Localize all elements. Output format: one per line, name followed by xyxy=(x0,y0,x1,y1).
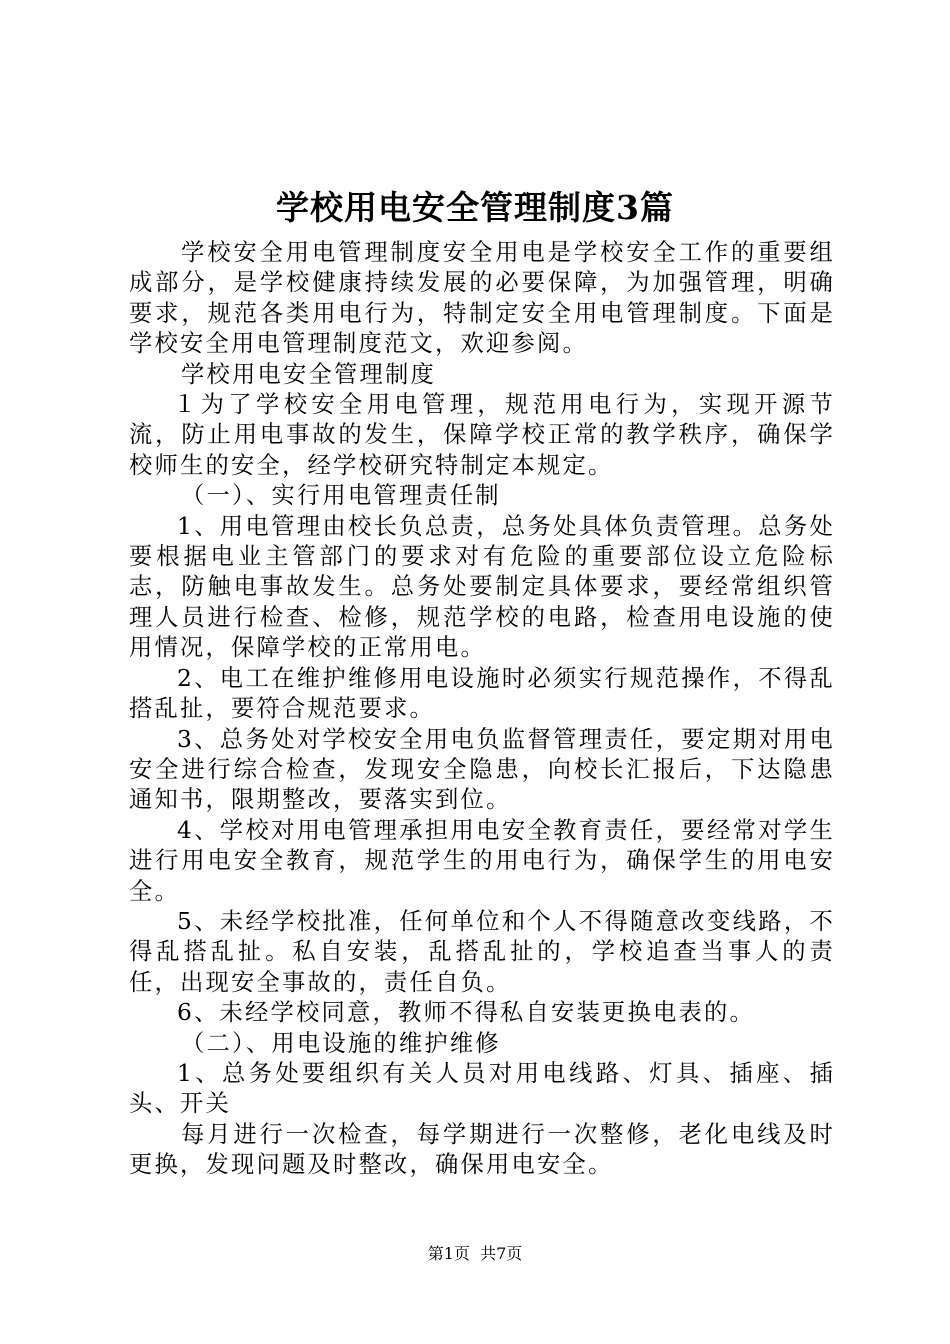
document-title: 学校用电安全管理制度3篇 xyxy=(276,188,674,227)
page-footer xyxy=(0,1244,950,1264)
paragraph-maint-1: 1、总务处要组织有关人员对用电线路、灯具、插座、插头、开关 xyxy=(129,1059,835,1118)
intro-paragraph: 学校安全用电管理制度安全用电是学校安全工作的重要组成部分，是学校健康持续发展的必要保障，为加强管理，明确要求，规范各类用电行为，特制定安全用电管理制度。下面是学校安全用电管理制度范文，欢迎参阅。 xyxy=(129,239,835,358)
paragraph-item-6: 6、未经学校同意，教师不得私自安装更换电表的。 xyxy=(177,999,755,1027)
paragraph-item-5: 5、未经学校批准，任何单位和个人不得随意改变线路，不得乱搭乱扯。私自安装，乱搭乱扯的，学校追查当事人的责任，出现安全事故的，责任自负。 xyxy=(129,907,835,996)
paragraph-item-1: 1、用电管理由校长负总责，总务处具体负责管理。总务处要根据电业主管部门的要求对有危险的重要部位设立危险标志，防触电事故发生。总务处要制定具体要求，要经常组织管理人员进行检查、检修，规范学校的电路，检查用电设施的使用情况，保障学校的正常用电。 xyxy=(129,512,835,662)
paragraph-maint-2: 每月进行一次检查，每学期进行一次整修，老化电线及时更换，发现问题及时整改，确保用电安全。 xyxy=(129,1120,835,1179)
paragraph-item-2: 2、电工在维护维修用电设施时必须实行规范操作，不得乱搭乱扯，要符合规范要求。 xyxy=(129,664,835,723)
paragraph-item-3: 3、总务处对学校安全用电负监督管理责任，要定期对用电安全进行综合检查，发现安全隐患，向校长汇报后，下达隐患通知书，限期整改，要落实到位。 xyxy=(129,725,835,814)
subsection-heading-2: （二）、用电设施的维护维修 xyxy=(181,1029,501,1057)
document-body xyxy=(129,238,835,1181)
paragraph-item-4: 4、学校对用电管理承担用电安全教育责任，要经常对学生进行用电安全教育，规范学生的用电行为，确保学生的用电安全。 xyxy=(129,816,835,905)
section-heading: 学校用电安全管理制度 xyxy=(181,360,436,388)
paragraph-rule-1: １为了学校安全用电管理，规范用电行为，实现开源节流，防止用电事故的发生，保障学校正常的教学秩序，确保学校师生的安全，经学校研究特制定本规定。 xyxy=(129,391,835,479)
subsection-heading-1: （一）、实行用电管理责任制 xyxy=(181,482,501,510)
page-number: 第1页 共7页 xyxy=(427,1244,523,1263)
